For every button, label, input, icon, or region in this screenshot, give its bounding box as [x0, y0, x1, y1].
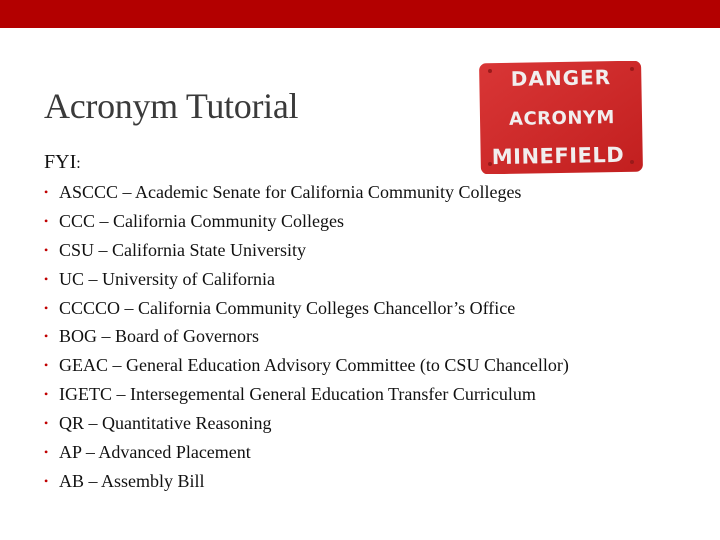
- fyi-colon: :: [76, 155, 81, 172]
- list-item: [44, 468, 569, 497]
- item-text: AB – Assembly Bill: [59, 470, 205, 491]
- list-item: [44, 439, 569, 468]
- item-text: CCCCO – California Community Colleges Chancellor’s Office: [59, 297, 516, 318]
- item-text: ASCCC – Academic Senate for California Community Colleges: [59, 182, 522, 202]
- danger-sign-image: [478, 61, 644, 174]
- list-item: [44, 266, 569, 295]
- bullet-icon: •: [44, 387, 49, 402]
- item-text: AP – Advanced Placement: [59, 442, 251, 463]
- list-item: [44, 323, 569, 352]
- item-text: CCC – California Community Colleges: [59, 210, 344, 231]
- slide-title: Acronym Tutorial: [44, 86, 299, 126]
- sign-line-danger: DANGER: [510, 65, 612, 91]
- bullet-icon: •: [44, 473, 49, 488]
- item-text: UC – University of California: [59, 268, 275, 289]
- list-item: [44, 410, 569, 439]
- fyi-text: FYI: [44, 151, 77, 173]
- bullet-icon: •: [44, 242, 49, 257]
- top-accent-bar: [0, 0, 720, 28]
- list-item: [44, 352, 569, 381]
- acronym-list: [44, 179, 569, 497]
- item-text: BOG – Board of Governors: [59, 326, 259, 347]
- list-item: [44, 179, 569, 208]
- bullet-icon: •: [44, 213, 49, 228]
- item-text: IGETC – Intersegemental General Education Transfer Curriculum: [59, 384, 536, 405]
- list-item: [44, 295, 569, 324]
- bullet-icon: •: [44, 185, 49, 199]
- bullet-icon: •: [44, 416, 49, 431]
- bullet-icon: •: [44, 300, 49, 315]
- bullet-icon: •: [44, 445, 49, 460]
- list-item: [44, 208, 569, 237]
- item-text: CSU – California State University: [59, 239, 306, 260]
- bullet-icon: •: [44, 358, 49, 373]
- bullet-icon: •: [44, 329, 49, 344]
- item-text: QR – Quantitative Reasoning: [59, 413, 272, 434]
- item-text: GEAC – General Education Advisory Committee (to CSU Chancellor): [59, 355, 569, 376]
- bullet-icon: •: [44, 271, 49, 286]
- list-item: [44, 381, 569, 410]
- sign-line-minefield: MINEFIELD: [491, 142, 625, 170]
- list-item: [44, 237, 569, 266]
- fyi-label: [44, 149, 81, 177]
- sign-line-acronym: ACRONYM: [508, 107, 616, 130]
